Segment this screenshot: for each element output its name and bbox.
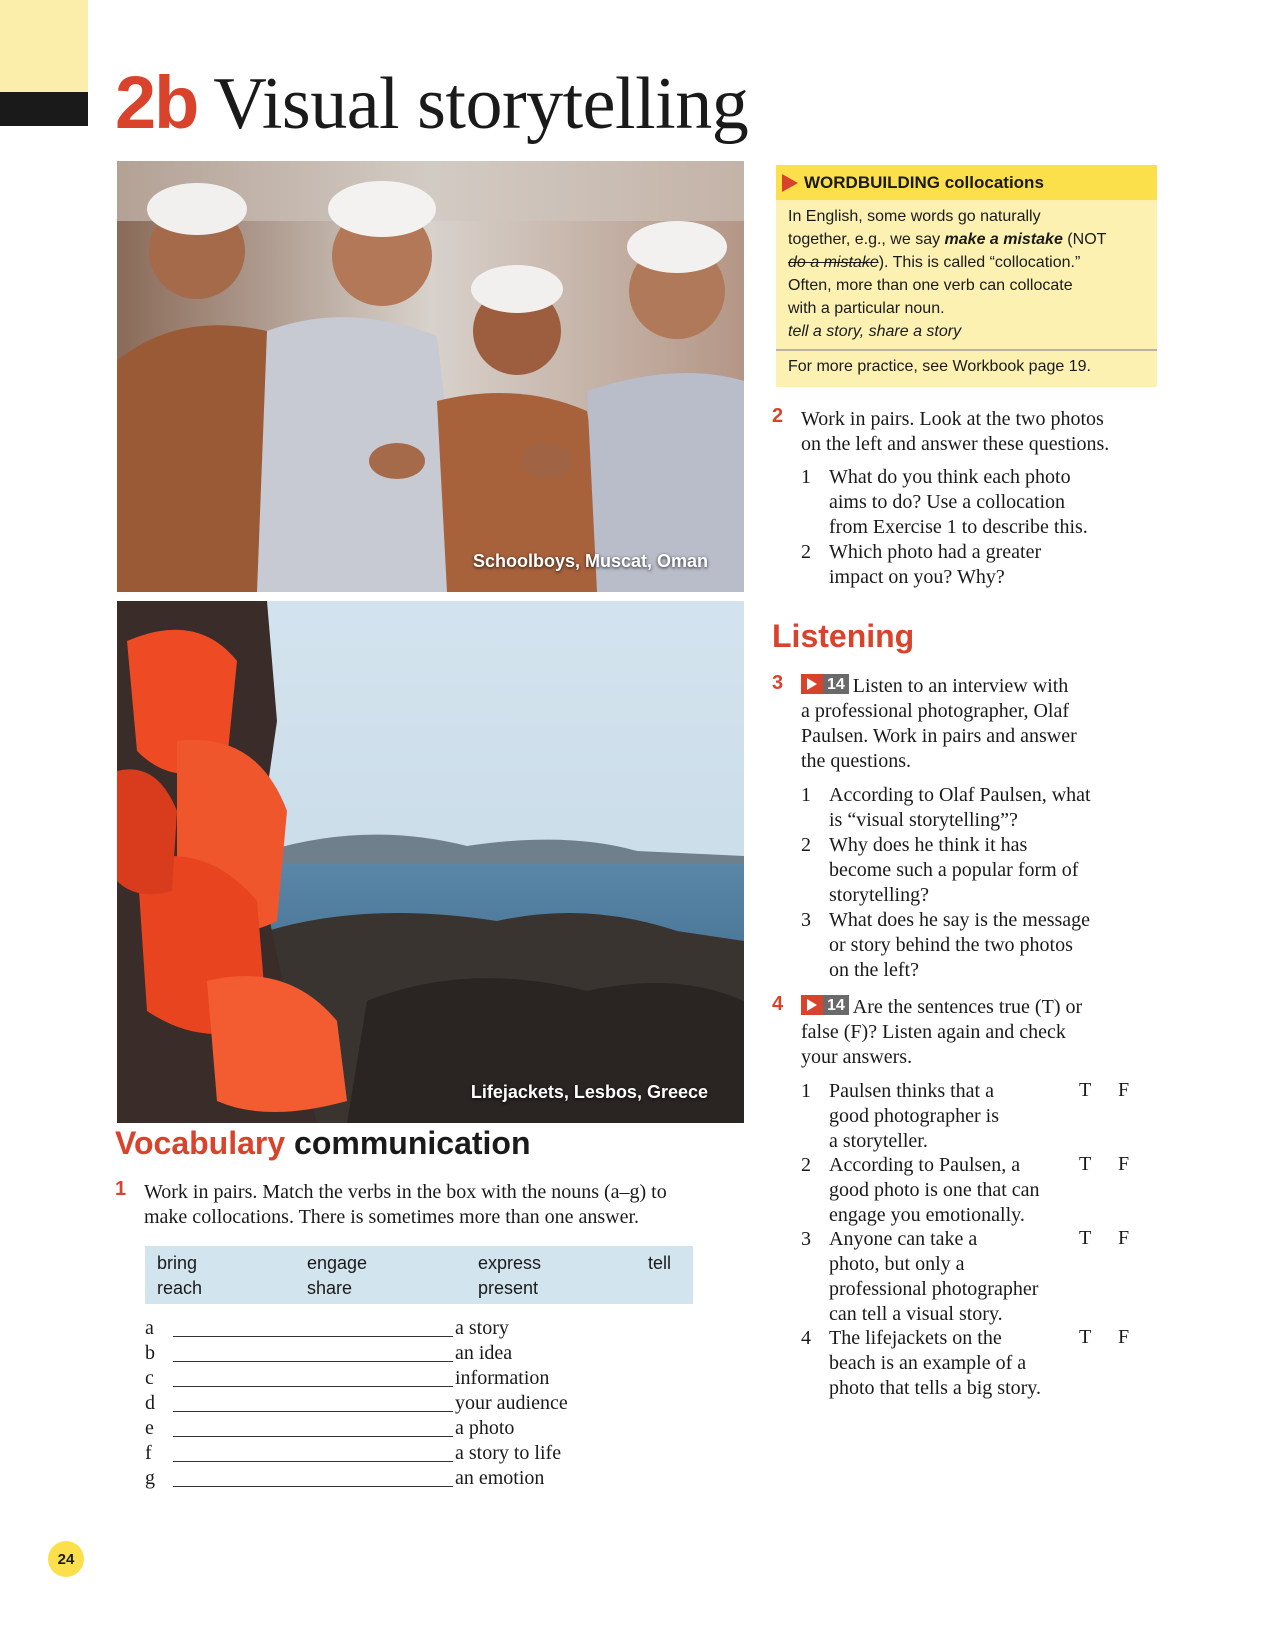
wb-line bbox=[788, 320, 1145, 343]
instruction-line: your answers. bbox=[801, 1046, 913, 1068]
question-line: from Exercise 1 to describe this. bbox=[829, 516, 1088, 538]
instruction-line: Work in pairs. Match the verbs in the box with the nouns (a–g) to bbox=[144, 1181, 667, 1203]
answer-blank[interactable] bbox=[173, 1336, 453, 1337]
instruction-line: false (F)? Listen again and check bbox=[801, 1021, 1066, 1043]
match-noun: information bbox=[455, 1367, 550, 1389]
question-line: According to Olaf Paulsen, what bbox=[829, 784, 1091, 806]
instruction-text: Listen to an interview with bbox=[852, 675, 1069, 697]
match-letter: a bbox=[145, 1317, 154, 1339]
wb-strike: do a mistake bbox=[788, 254, 879, 271]
instruction-line bbox=[801, 995, 1171, 1020]
tf-line: Anyone can take a bbox=[829, 1228, 978, 1250]
heading-topic: communication bbox=[294, 1125, 531, 1161]
question-number: 2 bbox=[801, 834, 811, 856]
tf-item bbox=[801, 1079, 999, 1154]
unit-number: 2b bbox=[115, 61, 198, 144]
question-line: impact on you? Why? bbox=[829, 566, 1005, 588]
true-option[interactable]: T bbox=[1079, 1227, 1092, 1249]
schoolboys-illustration bbox=[117, 161, 744, 592]
tf-line: a storyteller. bbox=[829, 1130, 928, 1152]
tf-line: beach is an example of a bbox=[829, 1352, 1027, 1374]
vocabulary-heading bbox=[115, 1125, 531, 1162]
wordbuilding-box bbox=[776, 165, 1157, 387]
heading-red: Vocabulary bbox=[115, 1125, 286, 1161]
exercise-instructions bbox=[801, 674, 1171, 774]
instruction-line bbox=[801, 674, 1171, 699]
tf-item bbox=[801, 1153, 1040, 1228]
question-number: 2 bbox=[801, 541, 811, 563]
question-item bbox=[801, 783, 1091, 833]
audio-track-number: 14 bbox=[827, 996, 845, 1014]
tf-line: good photographer is bbox=[829, 1105, 999, 1127]
word-box bbox=[145, 1246, 693, 1304]
question-line: is “visual storytelling”? bbox=[829, 809, 1018, 831]
false-option[interactable]: F bbox=[1118, 1079, 1130, 1101]
arrow-icon bbox=[782, 174, 798, 192]
wb-example: tell a story, share a story bbox=[788, 323, 962, 340]
true-option[interactable]: T bbox=[1079, 1326, 1092, 1348]
question-item bbox=[801, 908, 1090, 983]
wordbuilding-body bbox=[776, 200, 1157, 343]
question-number: 1 bbox=[801, 784, 811, 806]
match-letter: b bbox=[145, 1342, 155, 1364]
wb-text: (NOT bbox=[1062, 231, 1107, 248]
word-box-item: share bbox=[307, 1278, 353, 1298]
page-number: 24 bbox=[48, 1541, 84, 1577]
tf-line: According to Paulsen, a bbox=[829, 1154, 1021, 1176]
exercise-instructions bbox=[801, 407, 1161, 457]
match-noun: a story bbox=[455, 1317, 509, 1339]
photo-lifejackets bbox=[117, 601, 744, 1123]
exercise-instructions bbox=[144, 1180, 764, 1230]
match-noun: an idea bbox=[455, 1342, 513, 1364]
page-title bbox=[115, 58, 748, 149]
wb-text: ). This is called “collocation.” bbox=[878, 254, 1081, 271]
photo-caption: Lifejackets, Lesbos, Greece bbox=[470, 1082, 708, 1102]
wb-line bbox=[788, 228, 1145, 251]
word-box-item: tell bbox=[648, 1253, 672, 1273]
exercise-number: 4 bbox=[772, 993, 784, 1015]
true-option[interactable]: T bbox=[1079, 1153, 1092, 1175]
answer-blank[interactable] bbox=[173, 1386, 453, 1387]
exercise-number: 1 bbox=[115, 1178, 127, 1200]
match-noun: a photo bbox=[455, 1417, 515, 1439]
audio-track-button[interactable] bbox=[801, 674, 849, 694]
instruction-line: Work in pairs. Look at the two photos bbox=[801, 408, 1104, 430]
answer-blank[interactable] bbox=[173, 1361, 453, 1362]
word-box-item: engage bbox=[307, 1253, 368, 1273]
instruction-line: make collocations. There is sometimes more than one answer. bbox=[144, 1206, 640, 1228]
corner-bar bbox=[0, 92, 88, 126]
question-line: or story behind the two photos bbox=[829, 934, 1073, 956]
question-number: 1 bbox=[801, 466, 811, 488]
question-item bbox=[801, 540, 1041, 590]
match-letter: f bbox=[145, 1442, 152, 1464]
word-box-item: reach bbox=[157, 1278, 203, 1298]
answer-blank[interactable] bbox=[173, 1411, 453, 1412]
tf-line: engage you emotionally. bbox=[829, 1204, 1025, 1226]
wb-line: Often, more than one verb can collocate bbox=[788, 277, 1073, 294]
corner-accent bbox=[0, 0, 88, 92]
match-noun: an emotion bbox=[455, 1467, 545, 1489]
word-box-item: express bbox=[478, 1253, 542, 1273]
question-line: aims to do? Use a collocation bbox=[829, 491, 1066, 513]
wordbuilding-footer: For more practice, see Workbook page 19. bbox=[788, 358, 1091, 375]
false-option[interactable]: F bbox=[1118, 1326, 1130, 1348]
audio-track-button[interactable] bbox=[801, 995, 849, 1015]
wb-line bbox=[788, 251, 1145, 274]
listening-heading: Listening bbox=[772, 618, 915, 654]
tf-item bbox=[801, 1326, 1041, 1401]
play-icon bbox=[801, 995, 823, 1015]
wb-line: In English, some words go naturally bbox=[788, 208, 1041, 225]
question-line: become such a popular form of bbox=[829, 859, 1079, 881]
tf-number: 3 bbox=[801, 1228, 811, 1250]
question-line: What does he say is the message bbox=[829, 909, 1091, 931]
match-noun: your audience bbox=[455, 1392, 568, 1414]
tf-line: The lifejackets on the bbox=[829, 1327, 1002, 1349]
wb-line: with a particular noun. bbox=[788, 300, 945, 317]
tf-line: can tell a visual story. bbox=[829, 1303, 1003, 1325]
wordbuilding-label: WORDBUILDING collocations bbox=[804, 172, 1044, 192]
tf-line: Paulsen thinks that a bbox=[829, 1080, 994, 1102]
match-noun: a story to life bbox=[455, 1442, 562, 1464]
tf-line: photo that tells a big story. bbox=[829, 1377, 1042, 1399]
answer-blank[interactable] bbox=[173, 1461, 453, 1462]
tf-item bbox=[801, 1227, 1038, 1327]
false-option[interactable]: F bbox=[1118, 1153, 1130, 1175]
instruction-line: the questions. bbox=[801, 750, 911, 772]
tf-number: 4 bbox=[801, 1327, 811, 1349]
answer-blank[interactable] bbox=[173, 1486, 453, 1487]
instruction-line: a professional photographer, Olaf bbox=[801, 700, 1069, 722]
word-box-item: present bbox=[478, 1278, 539, 1298]
question-line: storytelling? bbox=[829, 884, 929, 906]
wordbuilding-header bbox=[776, 165, 1157, 200]
question-number: 3 bbox=[801, 909, 811, 931]
true-option[interactable]: T bbox=[1079, 1079, 1092, 1101]
question-line: What do you think each photo bbox=[829, 466, 1071, 488]
unit-title: Visual storytelling bbox=[213, 63, 749, 145]
lifejackets-illustration bbox=[117, 601, 744, 1123]
wb-emphasis: make a mistake bbox=[944, 231, 1063, 248]
exercise-number: 3 bbox=[772, 672, 784, 694]
match-letter: g bbox=[145, 1467, 155, 1489]
photo-caption: Schoolboys, Muscat, Oman bbox=[472, 551, 708, 571]
match-letter: d bbox=[145, 1392, 155, 1414]
wb-text: together, e.g., we say bbox=[788, 231, 945, 248]
tf-number: 2 bbox=[801, 1154, 811, 1176]
instruction-line: Paulsen. Work in pairs and answer bbox=[801, 725, 1077, 747]
word-box-item: bring bbox=[157, 1253, 198, 1273]
question-line: Which photo had a greater bbox=[829, 541, 1042, 563]
answer-blank[interactable] bbox=[173, 1436, 453, 1437]
instruction-line: on the left and answer these questions. bbox=[801, 433, 1110, 455]
question-item bbox=[801, 833, 1078, 908]
tf-line: photo, but only a bbox=[829, 1253, 965, 1275]
question-line: Why does he think it has bbox=[829, 834, 1028, 856]
question-item bbox=[801, 465, 1088, 540]
match-letter: c bbox=[145, 1367, 154, 1389]
tf-line: professional photographer bbox=[829, 1278, 1039, 1300]
question-line: on the left? bbox=[829, 959, 919, 981]
instruction-text: Are the sentences true (T) or bbox=[852, 996, 1083, 1018]
tf-line: good photo is one that can bbox=[829, 1179, 1040, 1201]
photo-schoolboys bbox=[117, 161, 744, 592]
exercise-number: 2 bbox=[772, 405, 784, 427]
match-letter: e bbox=[145, 1417, 154, 1439]
play-icon bbox=[801, 674, 823, 694]
false-option[interactable]: F bbox=[1118, 1227, 1130, 1249]
tf-number: 1 bbox=[801, 1080, 811, 1102]
audio-track-number: 14 bbox=[827, 675, 845, 693]
exercise-instructions bbox=[801, 995, 1171, 1070]
